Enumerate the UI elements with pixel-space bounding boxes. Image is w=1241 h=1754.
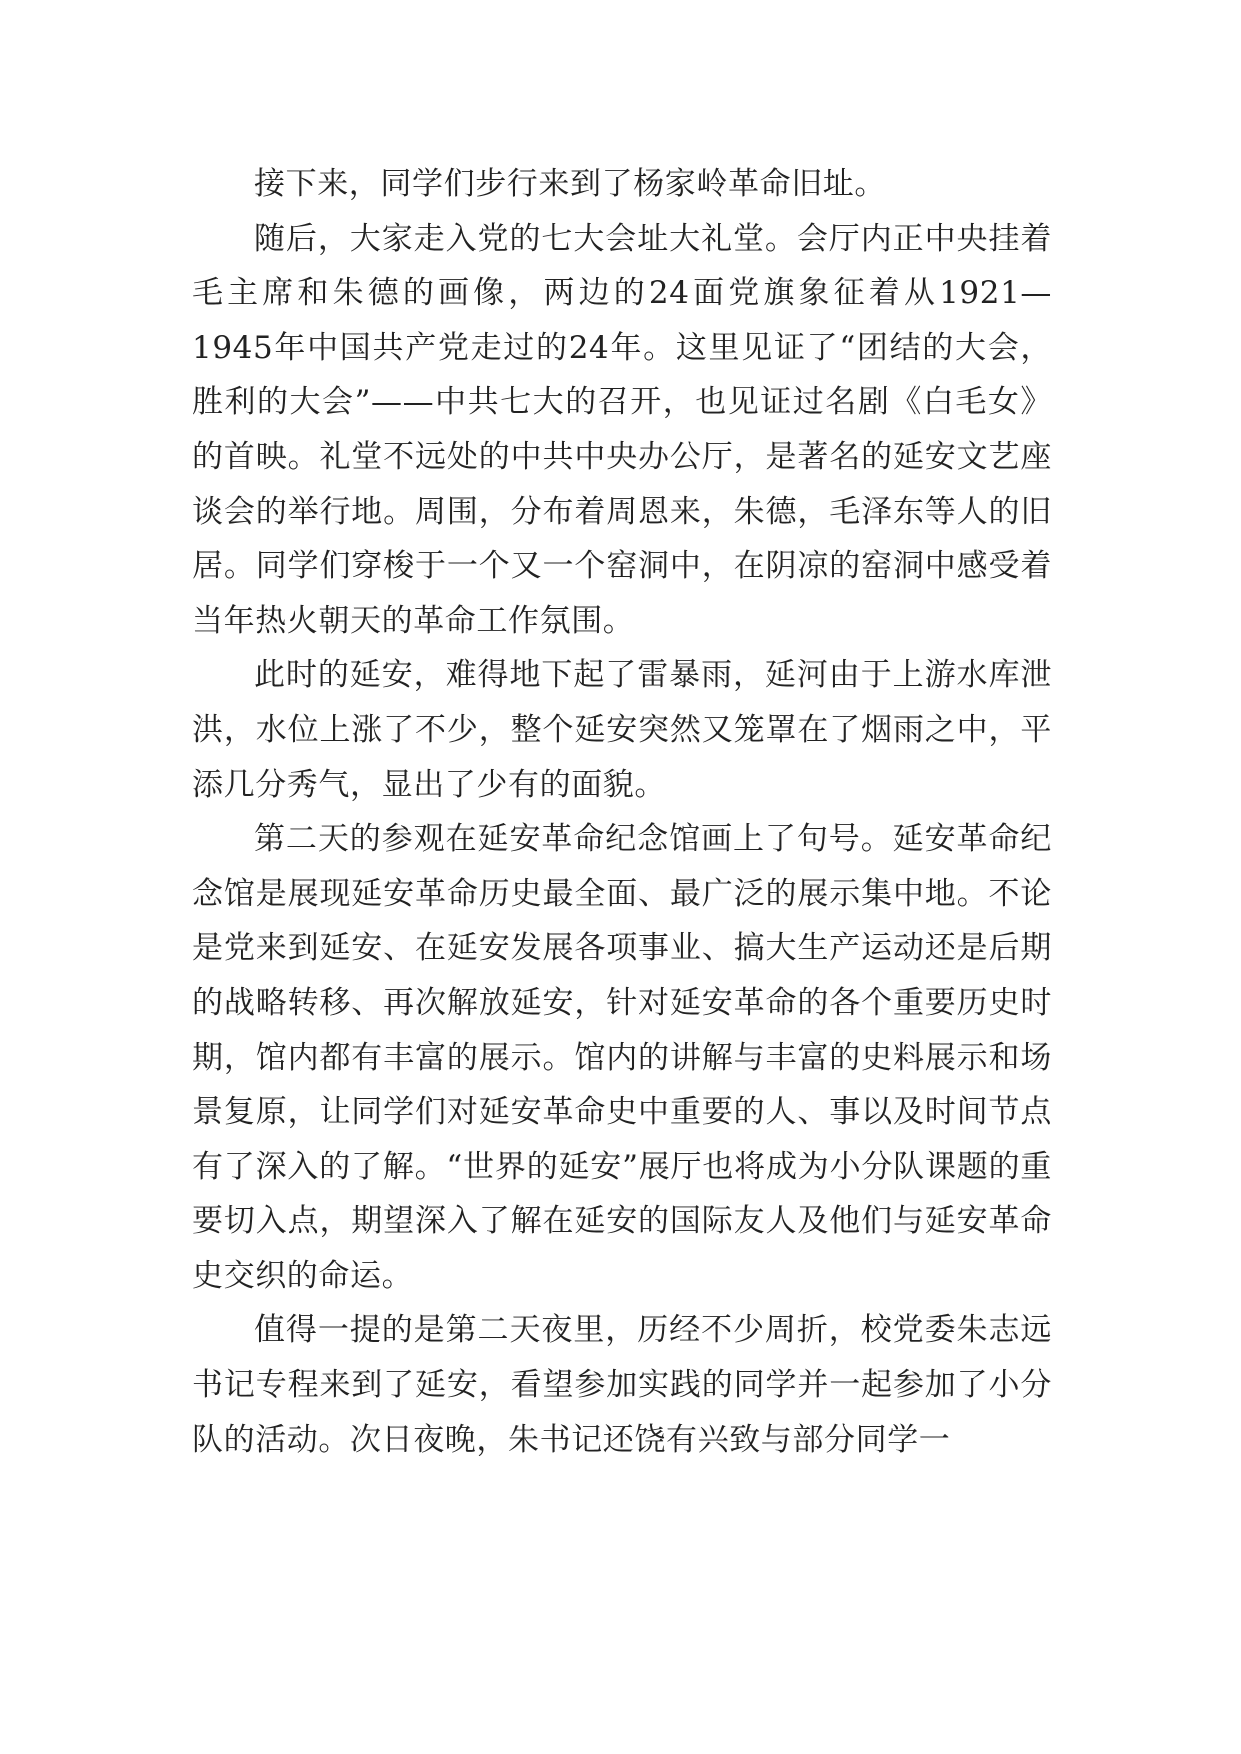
paragraph-1: 接下来，同学们步行来到了杨家岭革命旧址。 (254, 166, 886, 202)
paragraph-3: 此时的延安，难得地下起了雷暴雨，延河由于上游水库泄洪，水位上涨了不少，整个延安突然又笼罩在了烟雨之中，平添几分秀气，显出了少有的面貌。 (192, 657, 1052, 803)
paragraph-4: 第二天的参观在延安革命纪念馆画上了句号。延安革命纪念馆是展现延安革命历史最全面、最广泛的展示集中地。不论是党来到延安、在延安发展各项事业、搞大生产运动还是后期的战略转移、再次解放延安，针对延安革命的各个重要历史时期，馆内都有丰富的展示。馆内的讲解与丰富的史料展示和场景复原，让同学们对延安革命史中重要的人、事以及时间节点有了深入的了解。“世界的延安”展厅也将成为小分队课题的重要切入点，期望深入了解在延安的国际友人及他们与延安革命史交织的命运。 (192, 821, 1052, 1294)
paragraph-2: 随后，大家走入党的七大会址大礼堂。会厅内正中央挂着毛主席和朱德的画像，两边的24面党旗象征着从1921—1945年中国共产党走过的24年。这里见证了“团结的大会，胜利的大会”——中共七大的召开，也见证过名剧《白毛女》的首映。礼堂不远处的中共中央办公厅，是著名的延安文艺座谈会的举行地。周围，分布着周恩来，朱德，毛泽东等人的旧居。同学们穿梭于一个又一个窑洞中，在阴凉的窑洞中感受着当年热火朝天的革命工作氛围。 (192, 220, 1052, 639)
document-body (192, 157, 1052, 1467)
paragraph-5: 值得一提的是第二天夜里，历经不少周折，校党委朱志远书记专程来到了延安，看望参加实践的同学并一起参加了小分队的活动。次日夜晚，朱书记还饶有兴致与部分同学一 (192, 1312, 1052, 1458)
